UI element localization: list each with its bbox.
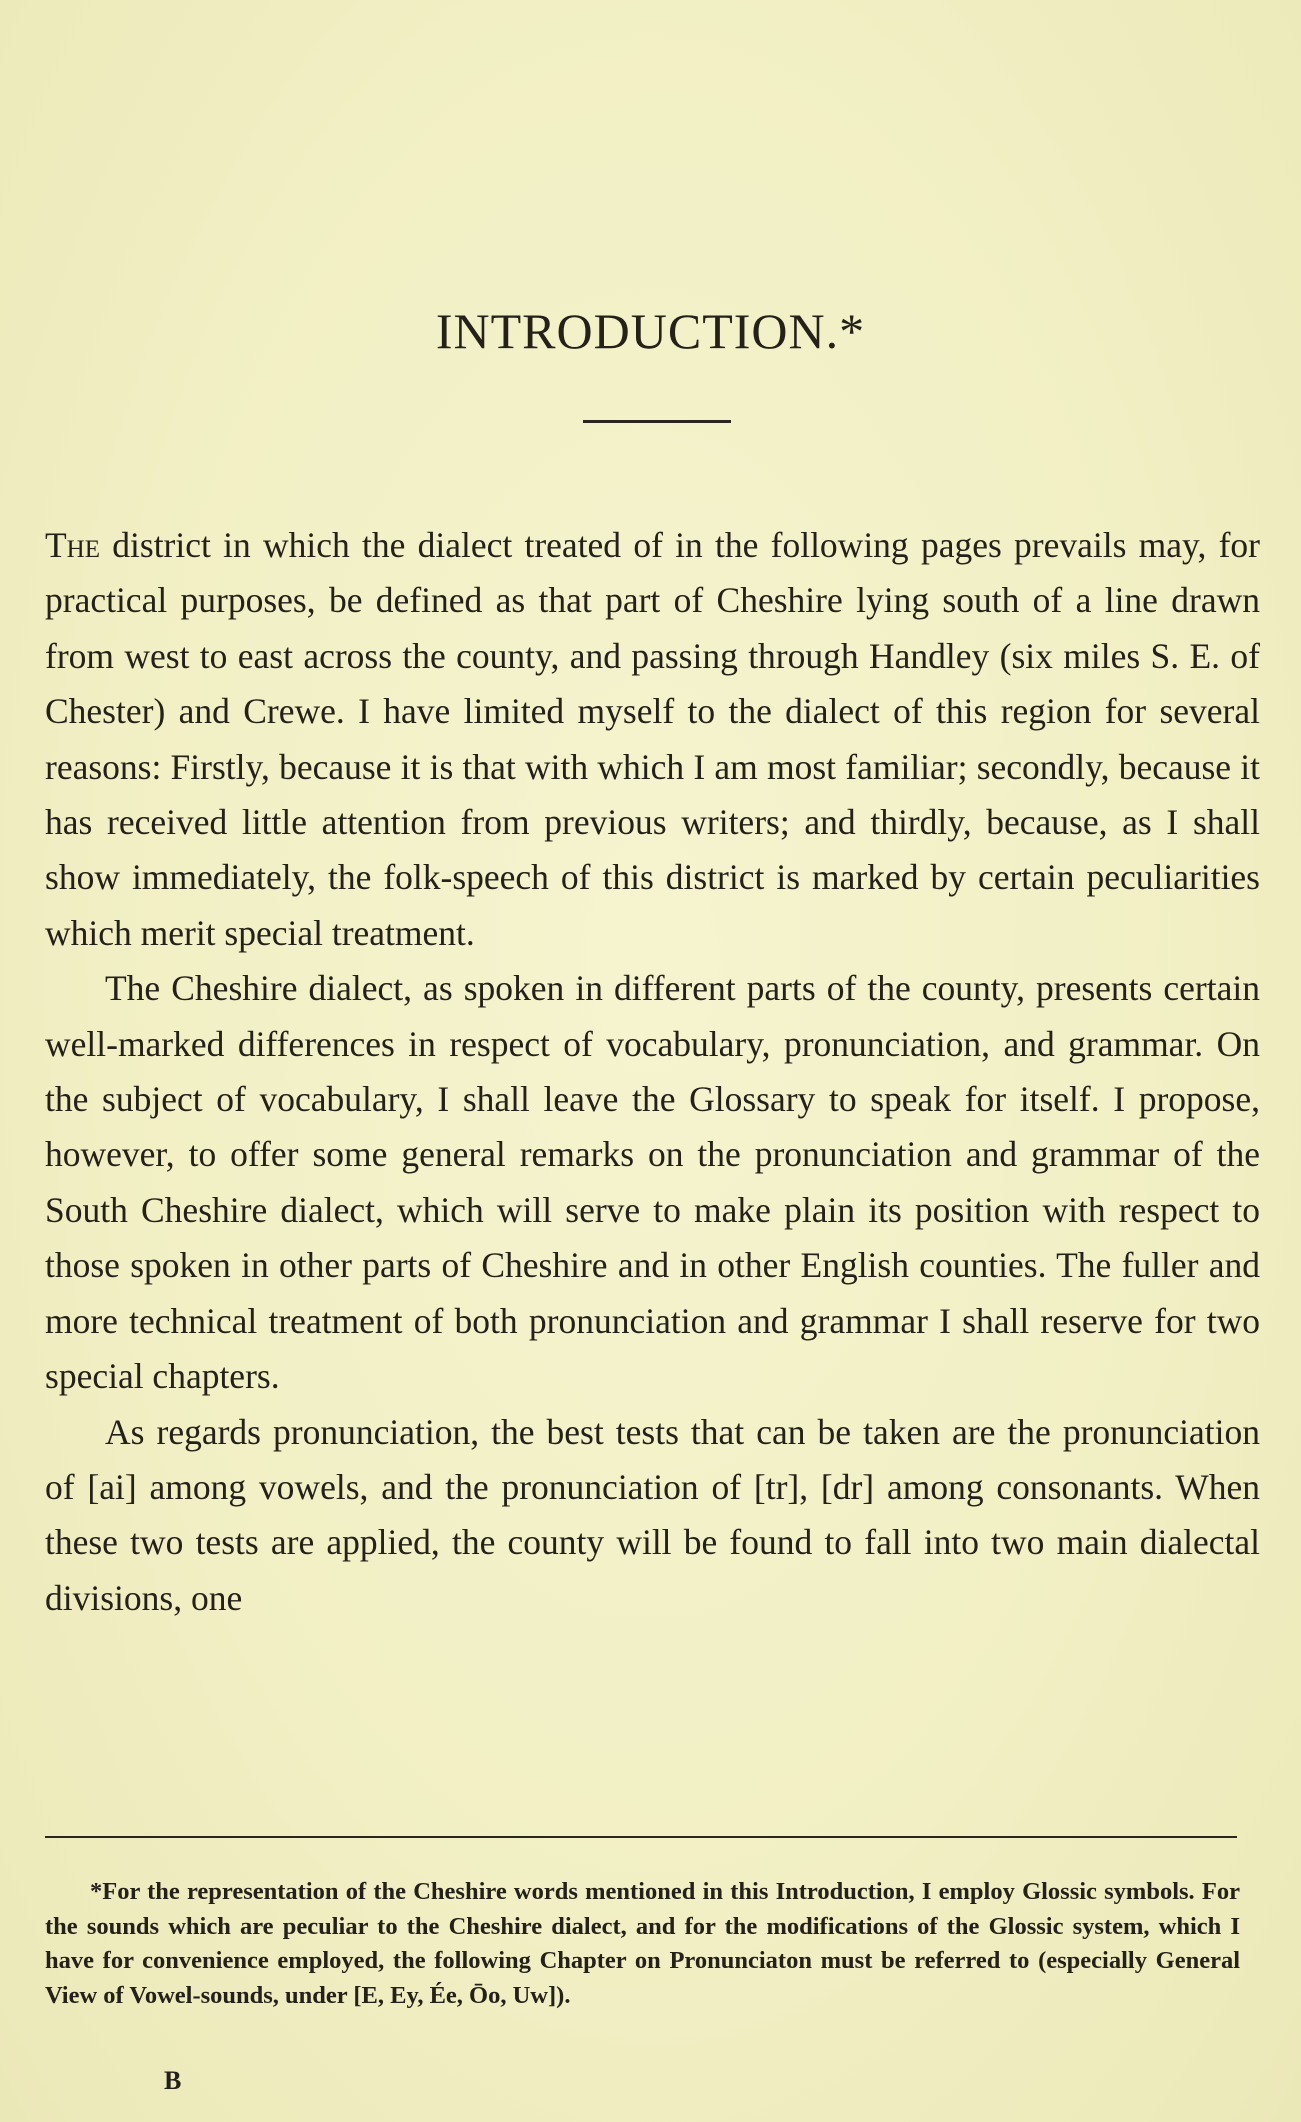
- paragraph-lead-word: The: [45, 525, 101, 565]
- paragraph-3: As regards pronunciation, the best tests that can be taken are the pronunciation of [ai] among vowels, and the pronunciation of [tr], [dr] among consonants. When these two tests are applied, the county will be found to fall into two main dialectal divisions, one: [45, 1411, 1260, 1618]
- footnote: [45, 1875, 1240, 2013]
- paragraph-1-text: district in which the dialect treated of in the following pages prevails may, for practical purposes, be defined as that part of Cheshire lying south of a line drawn from west to east across the county, and passing through Handley (six miles S. E. of Chester) and Crewe. I have limited myself to the dialect of this region for several reasons: Firstly, because it is that with which I am most familiar; secondly, because it has received little attention from previous writers; and thirdly, because, as I shall show immediately, the folk-speech of this district is marked by certain peculiarities which merit special treatment.: [45, 525, 1260, 953]
- body-text: [45, 518, 1260, 1626]
- footnote-divider: [45, 1836, 1237, 1838]
- title-divider: [583, 420, 731, 423]
- footnote-text: *For the representation of the Cheshire words mentioned in this Introduction, I employ Glossic symbols. For the sounds which are peculiar to the Cheshire dialect, and for the modifications of the Glossic system, which I have for convenience employed, the following Chapter on Pronunciaton must be referred to (especially General View of Vowel-sounds, under [E, Ey, Ée, Ōo, Uw]).: [45, 1878, 1240, 2009]
- page-title: INTRODUCTION.*: [435, 302, 866, 359]
- paragraph-1: [45, 518, 1260, 961]
- paragraph-2: The Cheshire dialect, as spoken in different parts of the county, presents certain well-marked differences in respect of vocabulary, pronunciation, and grammar. On the subject of vocabulary, I shall leave the Glossary to speak for itself. I propose, however, to offer some general remarks on the pronunciation and grammar of the South Cheshire dialect, which will serve to make plain its position with respect to those spoken in other parts of Cheshire and in other English counties. The fuller and more technical treatment of both pronunciation and grammar I shall reserve for two special chapters.: [45, 968, 1260, 1397]
- signature-mark: B: [164, 2066, 182, 2095]
